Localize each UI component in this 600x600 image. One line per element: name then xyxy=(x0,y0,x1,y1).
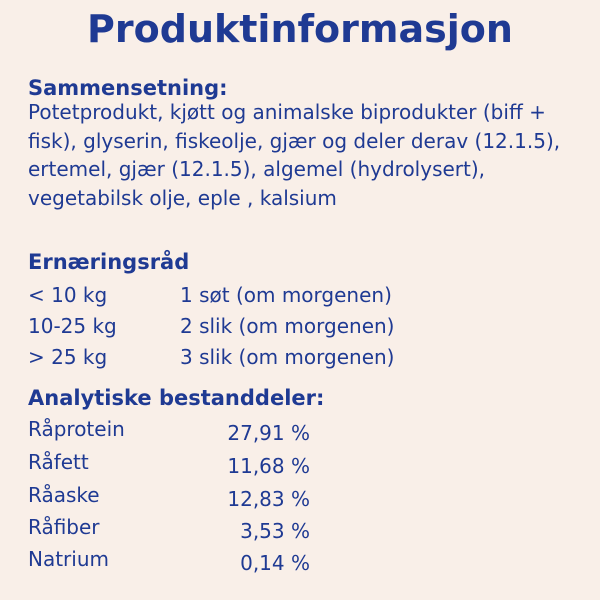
analysis-value: 0,14 % xyxy=(240,551,310,575)
analysis-value: 11,68 % xyxy=(227,454,310,478)
analysis-value: 12,83 % xyxy=(227,487,310,511)
feeding-amount: 1 søt (om morgenen) xyxy=(180,283,392,307)
analysis-name: Natrium xyxy=(28,547,109,571)
feeding-amount: 2 slik (om morgenen) xyxy=(180,314,395,338)
analysis-heading: Analytiske bestanddeler: xyxy=(28,386,325,410)
analysis-value: 27,91 % xyxy=(227,421,310,445)
feeding-weight: 10-25 kg xyxy=(28,314,117,338)
analysis-value: 3,53 % xyxy=(240,519,310,543)
analysis-name: Råaske xyxy=(28,483,100,507)
feeding-amount: 3 slik (om morgenen) xyxy=(180,345,395,369)
analysis-name: Råfett xyxy=(28,450,89,474)
composition-heading: Sammensetning: xyxy=(28,76,228,100)
feeding-weight: > 25 kg xyxy=(28,345,108,369)
analysis-name: Råprotein xyxy=(28,417,125,441)
analysis-name: Råfiber xyxy=(28,515,100,539)
composition-text: Potetprodukt, kjøtt og animalske biprodukter (biff + fisk), glyserin, fiskeolje, gjær og deler derav (12.1.5), ertemel, gjær (12.1.5), algemel (hydrolysert), vegetabilsk olje, eple , kalsium xyxy=(28,100,561,210)
page-title: Produktinformasjon xyxy=(87,7,513,51)
feeding-heading: Ernæringsråd xyxy=(28,250,190,274)
feeding-weight: < 10 kg xyxy=(28,283,108,307)
